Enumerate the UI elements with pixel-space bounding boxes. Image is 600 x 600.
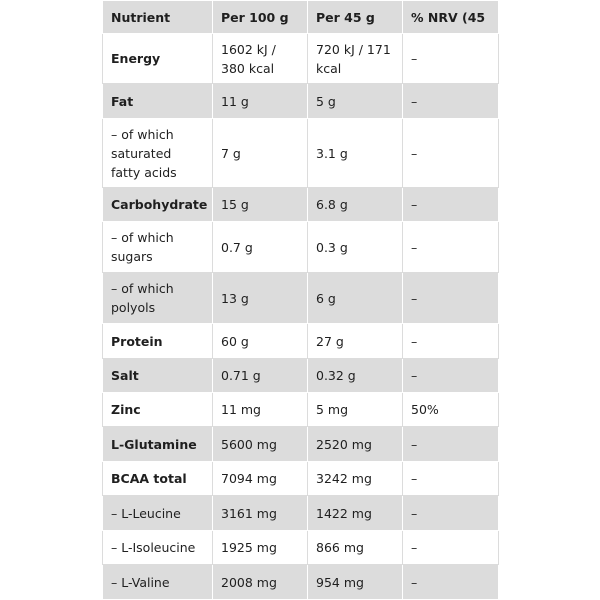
value-per-100g: 11 g [213,84,308,119]
nutrient-name: Zinc [103,393,213,427]
nutrient-name: Fat [103,84,213,119]
value-per-100g: 3161 mg [213,496,308,531]
value-per-100g: 15 g [213,188,308,222]
nutrient-name: – of which saturated fatty acids [103,119,213,188]
table-row [103,119,499,188]
value-nrv: – [403,84,499,119]
nutrition-table [102,0,499,600]
nutrient-name: Carbohydrate [103,188,213,222]
nutrient-name: – L-Leucine [103,496,213,531]
value-nrv: – [403,565,499,600]
header-row [103,1,499,34]
value-per-45g: 6 g [308,273,403,324]
nutrient-name: Energy [103,34,213,84]
header-per-45g: Per 45 g [308,1,403,34]
value-per-100g: 7094 mg [213,462,308,496]
header-nutrient: Nutrient [103,1,213,34]
table-row [103,222,499,273]
nutrient-name: Salt [103,359,213,393]
value-per-100g: 0.7 g [213,222,308,273]
value-per-100g: 1925 mg [213,531,308,565]
header-per-100g: Per 100 g [213,1,308,34]
nutrient-name: Protein [103,324,213,359]
table-row [103,393,499,427]
value-per-45g: 2520 mg [308,427,403,462]
table-row [103,359,499,393]
value-nrv: – [403,427,499,462]
value-per-100g: 7 g [213,119,308,188]
value-per-100g: 2008 mg [213,565,308,600]
value-per-45g: 3.1 g [308,119,403,188]
value-per-100g: 11 mg [213,393,308,427]
value-per-45g: 0.32 g [308,359,403,393]
value-nrv: – [403,496,499,531]
value-per-45g: 27 g [308,324,403,359]
value-per-45g: 954 mg [308,565,403,600]
value-nrv: – [403,222,499,273]
value-per-45g: 3242 mg [308,462,403,496]
table-row [103,273,499,324]
nutrient-name: – L-Valine [103,565,213,600]
value-per-45g: 6.8 g [308,188,403,222]
nutrient-name: L-Glutamine [103,427,213,462]
table-row [103,34,499,84]
value-per-45g: 1422 mg [308,496,403,531]
value-per-100g: 1602 kJ / 380 kcal [213,34,308,84]
table-row [103,84,499,119]
table-row [103,462,499,496]
nutrient-name: – of which sugars [103,222,213,273]
value-nrv: – [403,273,499,324]
value-nrv: – [403,359,499,393]
value-nrv: – [403,188,499,222]
table-row [103,427,499,462]
value-nrv: – [403,531,499,565]
value-per-45g: 0.3 g [308,222,403,273]
table-row [103,188,499,222]
value-per-100g: 5600 mg [213,427,308,462]
value-per-45g: 866 mg [308,531,403,565]
value-per-100g: 0.71 g [213,359,308,393]
header-nrv: % NRV (45 [403,1,499,34]
value-per-100g: 60 g [213,324,308,359]
table-row [103,324,499,359]
nutrient-name: – L-Isoleucine [103,531,213,565]
table-row [103,531,499,565]
value-per-100g: 13 g [213,273,308,324]
value-per-45g: 5 g [308,84,403,119]
value-nrv: – [403,324,499,359]
value-nrv: – [403,119,499,188]
table-row [103,496,499,531]
value-nrv: – [403,462,499,496]
table-row [103,565,499,600]
value-nrv: – [403,34,499,84]
value-per-45g: 5 mg [308,393,403,427]
value-nrv: 50% [403,393,499,427]
nutrient-name: BCAA total [103,462,213,496]
nutrient-name: – of which polyols [103,273,213,324]
value-per-45g: 720 kJ / 171 kcal [308,34,403,84]
